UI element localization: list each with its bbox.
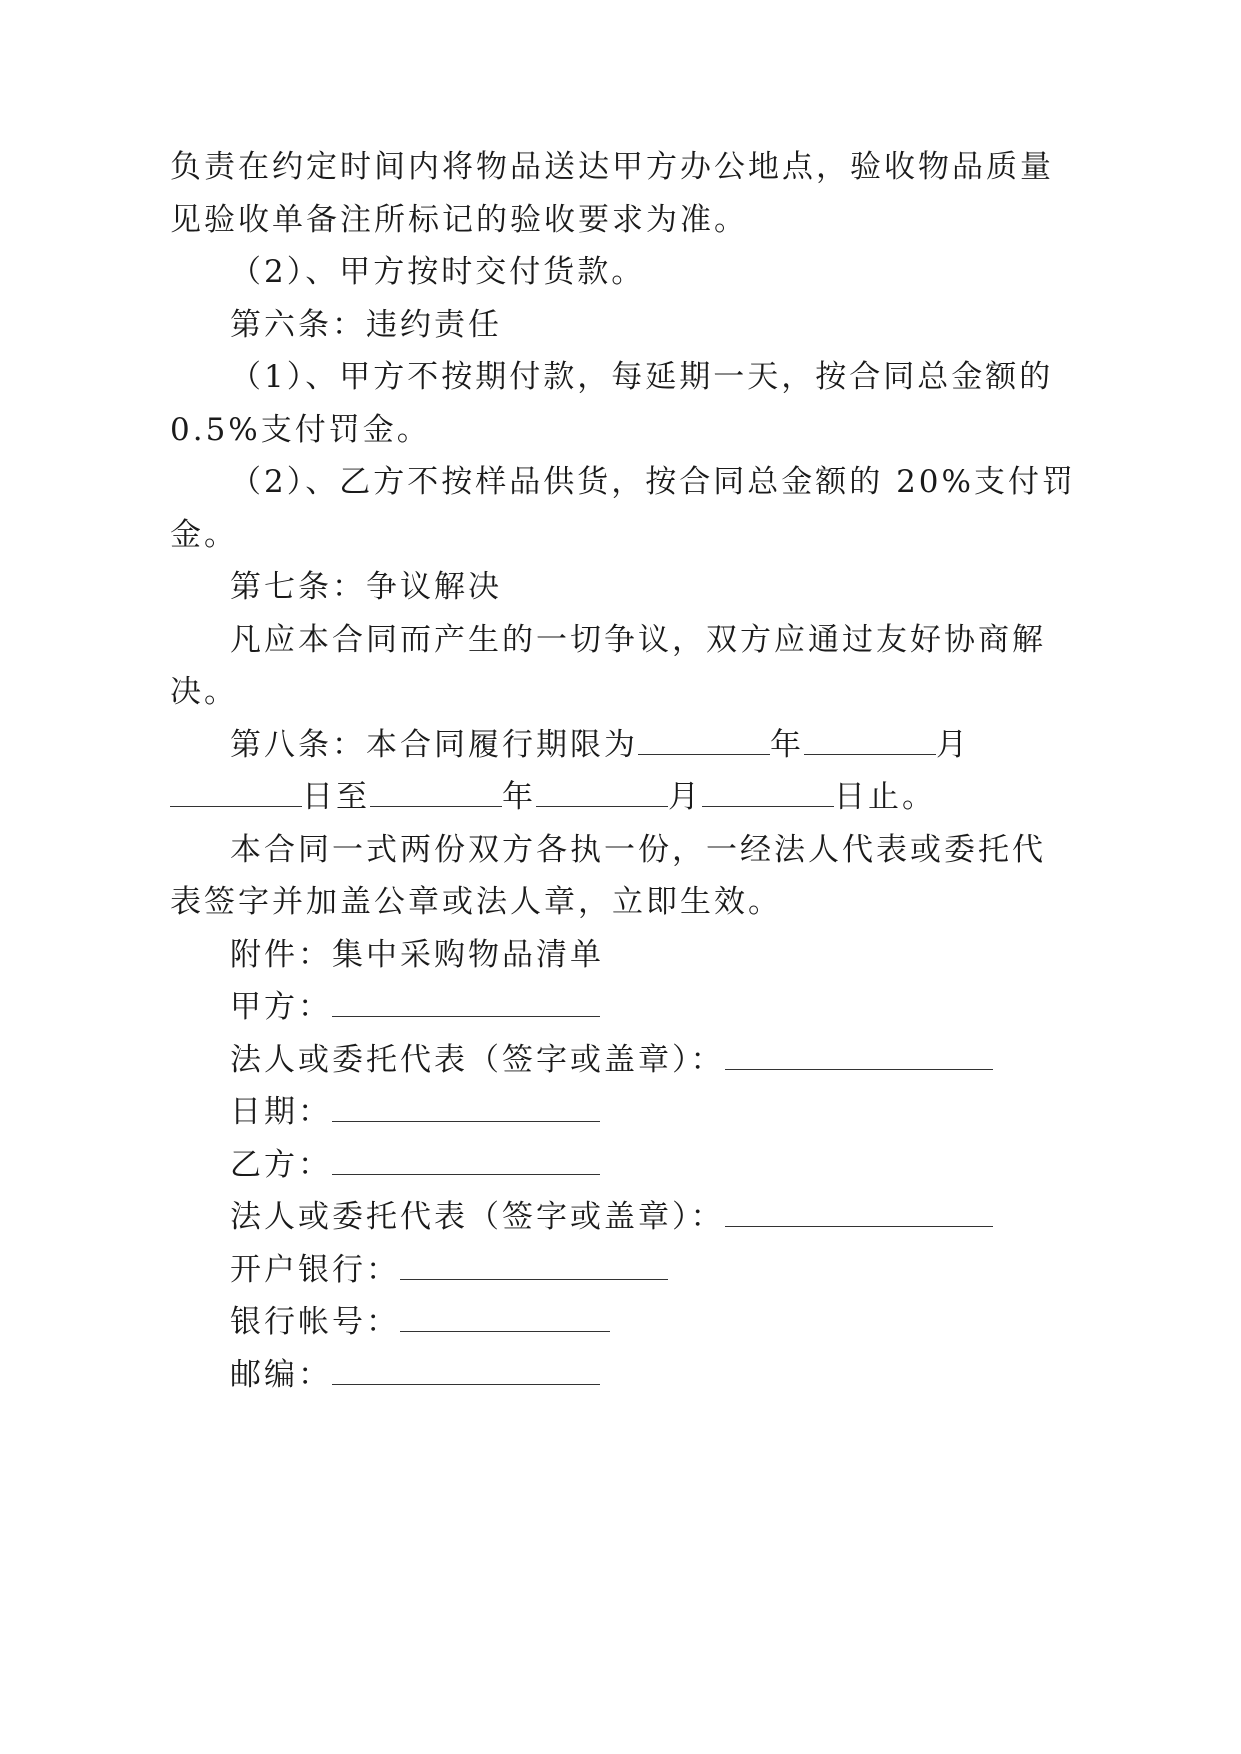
paragraph-line: （2）、乙方不按样品供货，按合同总金额的 20%支付罚 bbox=[230, 464, 1076, 500]
end-year-blank bbox=[370, 778, 502, 807]
party-b-label: 乙方： bbox=[230, 1147, 332, 1183]
paragraph-line: （1）、甲方不按期付款，每延期一天，按合同总金额的 bbox=[230, 359, 1054, 395]
party-a-line bbox=[230, 987, 600, 1027]
paragraph-line: 凡应本合同而产生的一切争议，双方应通过友好协商解 bbox=[230, 622, 1046, 658]
bank-line bbox=[230, 1250, 668, 1290]
party-b-field bbox=[332, 1146, 600, 1175]
account-line bbox=[230, 1302, 610, 1342]
bank-field bbox=[400, 1251, 668, 1280]
year-label: 年 bbox=[770, 727, 804, 763]
paragraph-line: 负责在约定时间内将物品送达甲方办公地点，验收物品质量 bbox=[170, 149, 1054, 185]
day-blank bbox=[170, 778, 302, 807]
date-line bbox=[230, 1092, 600, 1132]
article-7-title: 第七条：争议解决 bbox=[230, 569, 502, 605]
postcode-field bbox=[332, 1356, 600, 1385]
date-field bbox=[332, 1093, 600, 1122]
day-to-label: 日至 bbox=[302, 779, 370, 815]
rep-a-field bbox=[725, 1041, 993, 1070]
article-6-title: 第六条：违约责任 bbox=[230, 307, 502, 343]
rep-b-label: 法人或委托代表（签字或盖章）： bbox=[230, 1199, 725, 1235]
paragraph-line: 本合同一式两份双方各执一份，一经法人代表或委托代 bbox=[230, 832, 1046, 868]
rep-a-line bbox=[230, 1040, 993, 1080]
postcode-label: 邮编： bbox=[230, 1357, 332, 1393]
year-blank bbox=[638, 726, 770, 755]
paragraph-line: 决。 bbox=[170, 674, 238, 710]
article-8-prefix: 第八条：本合同履行期限为 bbox=[230, 727, 638, 763]
attachment-line: 附件：集中采购物品清单 bbox=[230, 937, 604, 973]
month-label: 月 bbox=[936, 727, 970, 763]
date-label: 日期： bbox=[230, 1094, 332, 1130]
postcode-line bbox=[230, 1355, 600, 1395]
article-8-line-1 bbox=[230, 725, 970, 765]
rep-b-line bbox=[230, 1197, 993, 1237]
month-blank bbox=[804, 726, 936, 755]
end-day-blank bbox=[702, 778, 834, 807]
end-month-label: 月 bbox=[668, 779, 702, 815]
end-month-blank bbox=[536, 778, 668, 807]
party-a-field bbox=[332, 988, 600, 1017]
paragraph-line: 表签字并加盖公章或法人章，立即生效。 bbox=[170, 884, 782, 920]
paragraph-line: （2）、甲方按时交付货款。 bbox=[230, 254, 646, 290]
account-field bbox=[400, 1303, 610, 1332]
bank-label: 开户银行： bbox=[230, 1252, 400, 1288]
end-year-label: 年 bbox=[502, 779, 536, 815]
paragraph-line: 金。 bbox=[170, 517, 238, 553]
party-a-label: 甲方： bbox=[230, 989, 332, 1025]
paragraph-line: 见验收单备注所标记的验收要求为准。 bbox=[170, 202, 748, 238]
rep-b-field bbox=[725, 1198, 993, 1227]
account-label: 银行帐号： bbox=[230, 1304, 400, 1340]
end-day-label: 日止。 bbox=[834, 779, 936, 815]
paragraph-line: 0.5%支付罚金。 bbox=[170, 412, 431, 448]
party-b-line bbox=[230, 1145, 600, 1185]
article-8-line-2 bbox=[170, 777, 936, 817]
rep-a-label: 法人或委托代表（签字或盖章）： bbox=[230, 1042, 725, 1078]
